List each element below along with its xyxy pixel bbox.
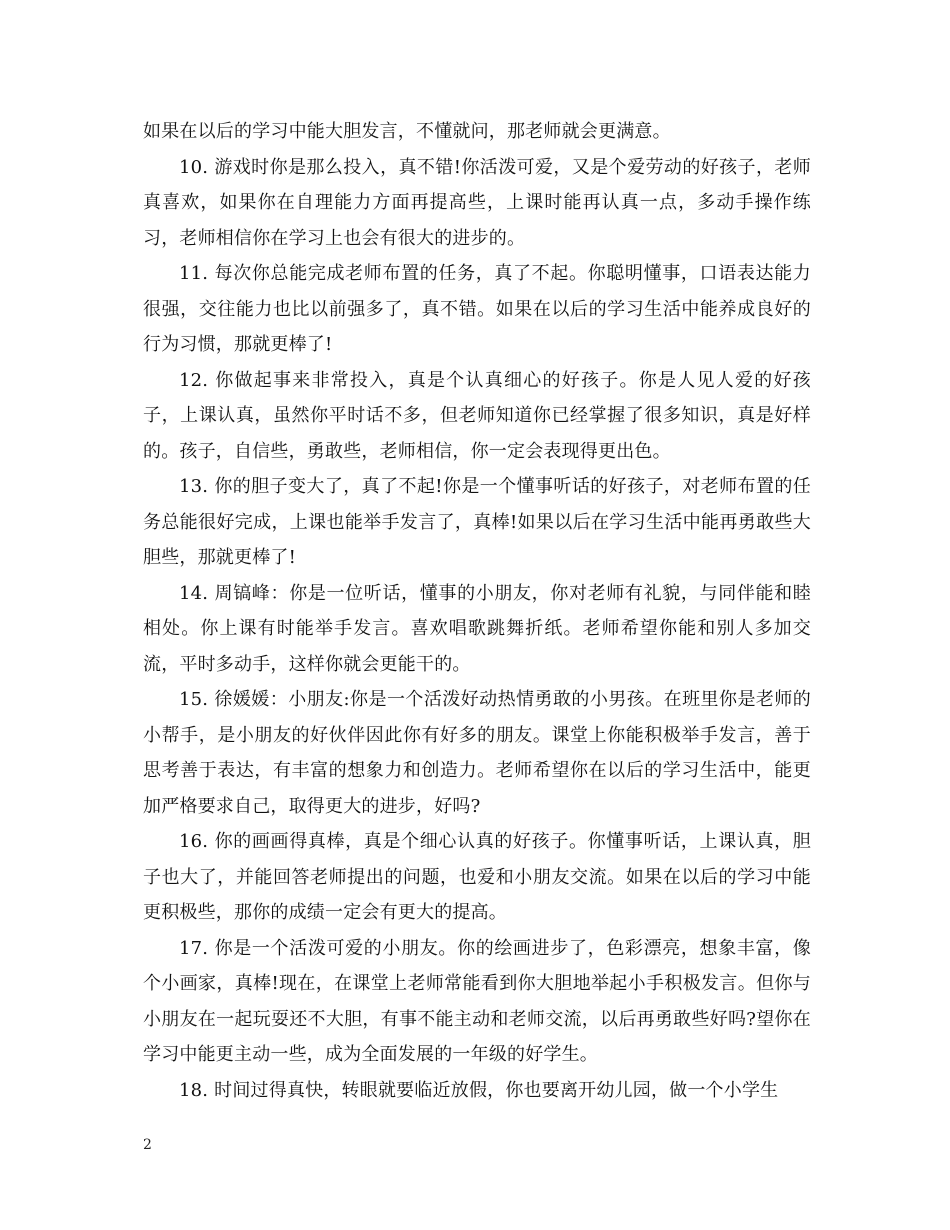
page-number: 2 — [143, 1137, 152, 1153]
paragraph: 12. 你做起事来非常投入，真是个认真细心的好孩子。你是人见人爱的好孩子，上课认真，虽然你平时话不多，但老师知道你已经掌握了很多知识，真是好样的。孩子，自信些，勇敢些，老师相信，你一定会表现得更出色。 — [143, 369, 811, 462]
paragraph: 16. 你的画画得真棒，真是个细心认真的好孩子。你懂事听话，上课认真，胆子也大了，并能回答老师提出的问题，也爱和小朋友交流。如果在以后的学习中能更积极些，那你的成绩一定会有更大的提高。 — [143, 831, 811, 923]
paragraph: 如果在以后的学习中能大胆发言，不懂就问，那老师就会更满意。 — [143, 121, 671, 142]
paragraph: 15. 徐媛媛：小朋友:你是一个活泼好动热情勇敢的小男孩。在班里你是老师的小帮手，是小朋友的好伙伴因此你有好多的朋友。课堂上你能积极举手发言，善于思考善于表达，有丰富的想象力和创造力。老师希望你在以后的学习生活中，能更加严格要求自己，取得更大的进步，好吗? — [143, 689, 811, 817]
paragraph: 13. 你的胆子变大了，真了不起!你是一个懂事听话的好孩子，对老师布置的任务总能很好完成，上课也能举手发言了，真棒!如果以后在学习生活中能再勇敢些大胆些，那就更棒了! — [143, 476, 811, 568]
paragraph: 10. 游戏时你是那么投入，真不错!你活泼可爱，又是个爱劳动的好孩子，老师真喜欢，如果你在自理能力方面再提高些，上课时能再认真一点，多动手操作练习，老师相信你在学习上也会有很大的进步的。 — [143, 156, 811, 249]
document-body — [143, 114, 811, 1108]
paragraph: 11. 每次你总能完成老师布置的任务，真了不起。你聪明懂事，口语表达能力很强，交往能力也比以前强多了，真不错。如果在以后的学习生活中能养成良好的行为习惯，那就更棒了! — [143, 263, 811, 355]
paragraph: 14. 周镐峰：你是一位听话，懂事的小朋友，你对老师有礼貌，与同伴能和睦相处。你上课有时能举手发言。喜欢唱歌跳舞折纸。老师希望你能和别人多加交流，平时多动手，这样你就会更能干的。 — [143, 582, 811, 675]
paragraph: 18. 时间过得真快，转眼就要临近放假，你也要离开幼儿园，做一个小学生 — [179, 1079, 779, 1101]
paragraph: 17. 你是一个活泼可爱的小朋友。你的绘画进步了，色彩漂亮，想象丰富，像个小画家，真棒!现在，在课堂上老师常能看到你大胆地举起小手积极发言。但你与小朋友在一起玩耍还不大胆，有事不能主动和老师交流，以后再勇敢些好吗?望你在学习中能更主动一些，成为全面发展的一年级的好学生。 — [143, 937, 811, 1065]
